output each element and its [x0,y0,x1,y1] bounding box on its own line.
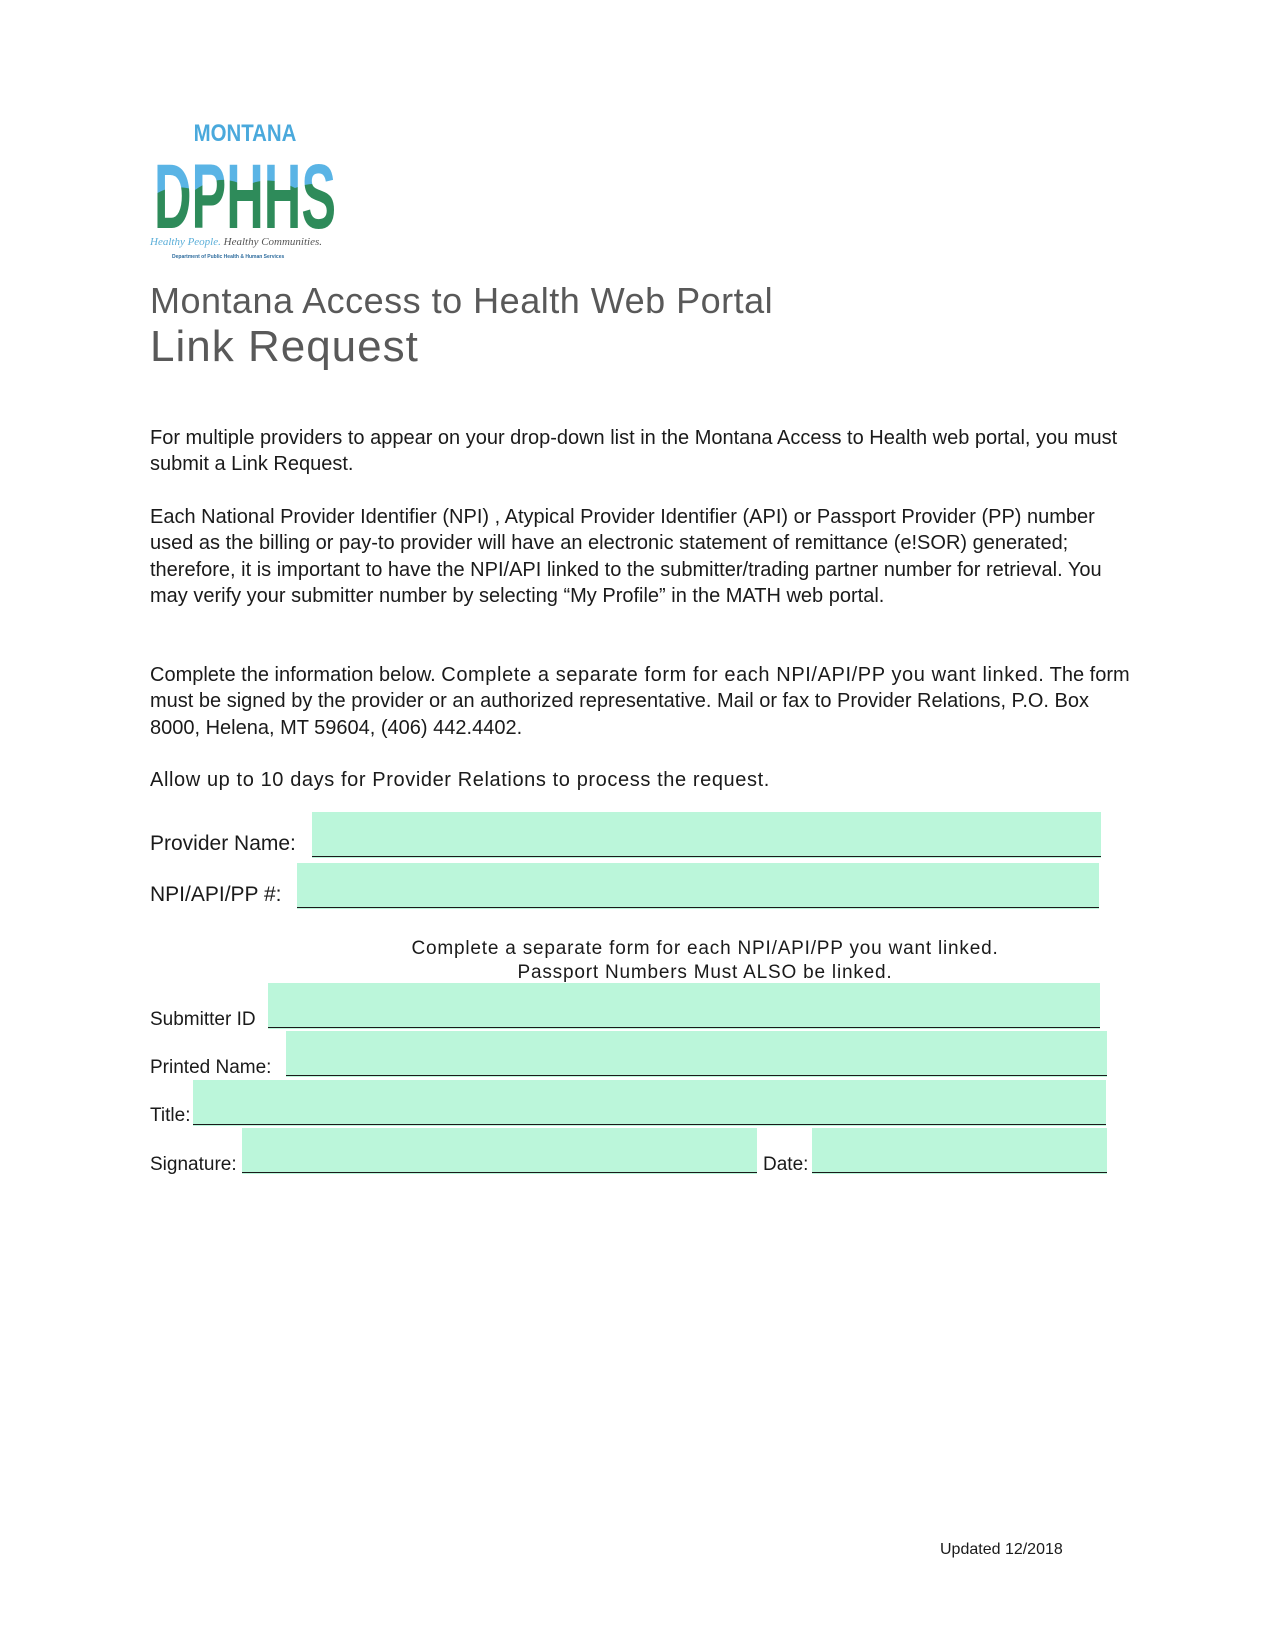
printed-name-label: Printed Name: [150,1057,272,1078]
note-passport: Passport Numbers Must ALSO be linked. [517,962,893,983]
intro-paragraph-4: Allow up to 10 days for Provider Relations to process the request. [150,769,770,791]
provider-name-field[interactable] [312,812,1101,858]
signature-underline [242,1172,757,1173]
provider-name-label: Provider Name: [150,832,296,855]
npi-label: NPI/API/PP #: [150,883,282,906]
printed-name-underline [286,1075,1107,1076]
logo-department: Department of Public Health & Human Services [172,254,285,260]
logo-dphhs-mark [150,148,340,232]
submitter-id-field[interactable] [268,983,1100,1029]
logo-montana-text: MONTANA [193,120,297,147]
provider-name-underline [312,856,1101,857]
dphhs-logo [150,120,340,270]
npi-field[interactable] [297,863,1099,909]
submitter-id-label: Submitter ID [150,1009,256,1030]
date-field[interactable] [812,1128,1107,1174]
updated-date: Updated 12/2018 [940,1541,1063,1558]
note-separate-form: Complete a separate form for each NPI/API/PP you want linked. [411,938,999,959]
date-label: Date: [763,1154,809,1175]
submitter-id-underline [268,1027,1100,1028]
title-underline [193,1124,1106,1125]
date-underline [812,1172,1107,1173]
signature-field[interactable] [242,1128,757,1174]
signature-label: Signature: [150,1154,237,1175]
page-subtitle: Link Request [150,322,419,371]
npi-underline [297,907,1099,908]
intro-paragraph-2: Each National Provider Identifier (NPI) , Atypical Provider Identifier (API) or Passport Provider (PP) number used as the billing or pay-to provider will have an electronic statement of remittance (e!SOR) generated; therefore, it is important to have the NPI/API linked to the submitter/trading partner number for retrieval. You may verify your submitter number by selecting “My Profile” in the MATH web portal. [150,506,1102,607]
title-label: Title: [150,1105,191,1126]
title-field[interactable] [193,1080,1106,1126]
intro-paragraph-3: Complete the information below. Complete a separate form for each NPI/API/PP you want linked. The form must be signed by the provider or an authorized representative. Mail or fax to Provider Relations, P.O. Box 8000, Helena, MT 59604, (406) 442.4402. [150,664,1130,739]
page-title: Montana Access to Health Web Portal [150,280,774,321]
logo-tagline: Healthy People. Healthy Communities. [150,236,323,248]
intro-paragraph-1: For multiple providers to appear on your drop-down list in the Montana Access to Health web portal, you must submit a Link Request. [150,427,1118,476]
printed-name-field[interactable] [286,1031,1107,1077]
